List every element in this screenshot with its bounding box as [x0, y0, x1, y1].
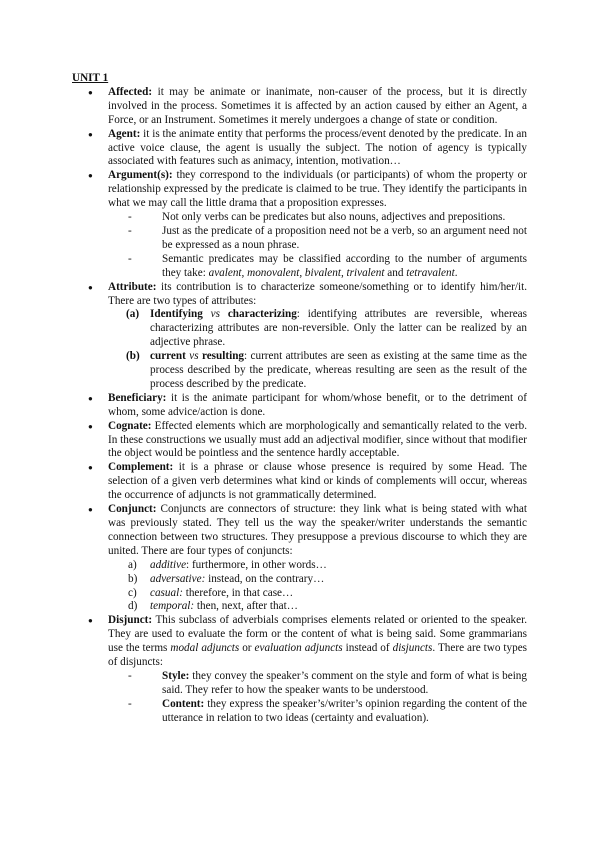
term-label: Content: — [162, 697, 205, 710]
term-label: Cognate: — [108, 419, 152, 432]
text-run: : current attributes are seen as existing at the same time as the process described by the predicate, whereas resulting are seen as the result of the process described by the predicate. — [150, 350, 527, 390]
list-marker: - — [128, 697, 132, 710]
glossary-entry — [72, 461, 527, 503]
sub-list-item — [128, 587, 527, 601]
text-run: or — [239, 642, 255, 655]
sub-list-item — [128, 670, 527, 698]
term-label: characterizing — [220, 308, 297, 321]
term-label: Beneficiary: — [108, 391, 167, 404]
term-label: Identifying — [150, 308, 211, 321]
unit-heading: UNIT 1 — [72, 72, 109, 84]
italic-text: adversative: — [150, 572, 206, 585]
list-marker: - — [128, 669, 132, 682]
text-run: it is a phrase or clause whose presence is required by some Head. The selection of a given verb determines what kind or kinds of complements will occur, whereas the occurrence of adjuncts is not grammatically determined. — [108, 461, 527, 502]
list-marker: c) — [128, 586, 137, 599]
italic-text: modal adjuncts — [170, 642, 240, 655]
term-label: Conjunct: — [108, 503, 157, 516]
sub-list — [108, 559, 527, 615]
text-run: Effected elements which are morphologically and semantically related to the verb. In these constructions we usually must add an adjectival modifier, since without that modifier the object would be pointless and the sentence hardly acceptable. — [108, 419, 527, 460]
text-run: This subclass of adverbials comprises elements related or oriented to the speaker. They are used to evaluate the form or the content of what is being said. Some grammarians use the terms — [108, 614, 527, 655]
text-run: Just as the predicate of a proposition need not be a verb, so an argument need not be expressed as a noun phrase. — [162, 224, 527, 251]
italic-text: tetravalent — [406, 266, 455, 279]
text-run: : furthermore, in other words… — [186, 558, 327, 571]
term-label: Complement: — [108, 461, 174, 474]
text-run: . There are two types of disjuncts: — [108, 642, 528, 669]
text-run: they correspond to the individuals (or participants) of whom the property or relationship expressed by the predicate is claimed to be true. They identify the participants in what we may call the little drama that a proposition expresses. — [108, 169, 527, 210]
text-run: instead, on the contrary… — [205, 572, 325, 585]
term-label: Disjunct: — [108, 614, 153, 627]
text-run: and — [384, 266, 407, 279]
list-marker: - — [128, 252, 132, 265]
italic-text: disjuncts — [392, 642, 433, 655]
glossary-entry — [72, 614, 527, 725]
list-marker: - — [128, 224, 132, 237]
glossary-entry — [72, 169, 527, 280]
sub-list — [108, 308, 527, 391]
italic-text: casual: — [150, 586, 183, 599]
italic-text: vs — [189, 350, 199, 363]
glossary-list — [72, 86, 527, 726]
term-label: Argument(s): — [108, 169, 173, 182]
term-label: Agent: — [108, 127, 141, 140]
sub-list-item — [126, 308, 527, 350]
term-label: Affected: — [108, 85, 153, 98]
text-run: Semantic predicates may be classified according to the number of arguments they take: — [162, 252, 527, 279]
list-marker: b) — [128, 572, 138, 585]
italic-text: evaluation adjuncts — [254, 642, 343, 655]
sub-list — [108, 670, 527, 726]
glossary-entry — [72, 281, 527, 392]
list-marker: (a) — [126, 308, 140, 321]
sub-list-item — [128, 225, 527, 253]
sub-list-item — [128, 600, 527, 614]
sub-list-item — [126, 350, 527, 392]
italic-text: additive — [150, 558, 187, 571]
text-run: it may be animate or inanimate, non-causer of the process, but it is directly involved in the process. Sometimes it is affected by an action caused by either an Agent, a Force, or an Instrument. Sometimes it merely undergoes a change of state or condition. — [108, 85, 527, 126]
text-run: : identifying attributes are reversible, whereas characterizing attributes are non-reversible. Only the latter can be realized by an adjective phrase. — [150, 308, 527, 349]
text-run: they express the speaker’s/writer’s opinion regarding the content of the utterance in relation to two ideas (certainty and evaluation). — [162, 697, 527, 724]
text-run: therefore, in that case… — [182, 586, 294, 599]
list-marker: a) — [128, 558, 137, 571]
text-run: . — [454, 266, 458, 279]
text-run: then, next, after that… — [194, 600, 298, 613]
sub-list-item — [128, 698, 527, 726]
text-run: instead of — [342, 642, 393, 655]
text-run: they convey the speaker’s comment on the style and form of what is being said. They refer to how the speaker wants to be understood. — [162, 669, 527, 696]
text-run: its contribution is to characterize someone/something or to identify him/her/it. There are two types of attributes: — [108, 280, 527, 307]
glossary-entry — [72, 420, 527, 462]
list-marker: - — [128, 211, 132, 224]
glossary-entry — [72, 392, 527, 420]
text-run: it is the animate participant for whom/whose benefit, or to the detriment of whom, some advice/action is done. — [108, 391, 527, 418]
italic-text: vs — [210, 308, 220, 321]
italic-text: temporal: — [150, 600, 195, 613]
text-run: Not only verbs can be predicates but also nouns, adjectives and prepositions. — [162, 211, 506, 224]
glossary-entry — [72, 128, 527, 170]
sub-list-item — [128, 559, 527, 573]
term-label: current — [150, 350, 190, 363]
text-run: Conjuncts are connectors of structure: they link what is being stated with what was previously stated. They tell us the way the speaker/writer understands the semantic connection between two structures. They presuppose a previous discourse to which they are united. There are four types of conjuncts: — [108, 503, 527, 557]
term-label: Attribute: — [108, 280, 157, 293]
sub-list-item — [128, 573, 527, 587]
italic-text: avalent, monovalent, bivalent, trivalent — [208, 266, 385, 279]
glossary-entry — [72, 86, 527, 128]
text-run: it is the animate entity that performs the process/event denoted by the predicate. In an active voice clause, the agent is usually the subject. The notion of agency is typically associated with features such as animacy, intention, motivation… — [108, 127, 527, 168]
list-marker: (b) — [126, 350, 140, 363]
document-page — [72, 72, 527, 726]
sub-list — [108, 211, 527, 281]
sub-list-item — [128, 211, 527, 225]
sub-list-item — [128, 253, 527, 281]
glossary-entry — [72, 503, 527, 614]
term-label: Style: — [162, 669, 190, 682]
list-marker: d) — [128, 600, 138, 613]
term-label: resulting — [198, 350, 245, 363]
